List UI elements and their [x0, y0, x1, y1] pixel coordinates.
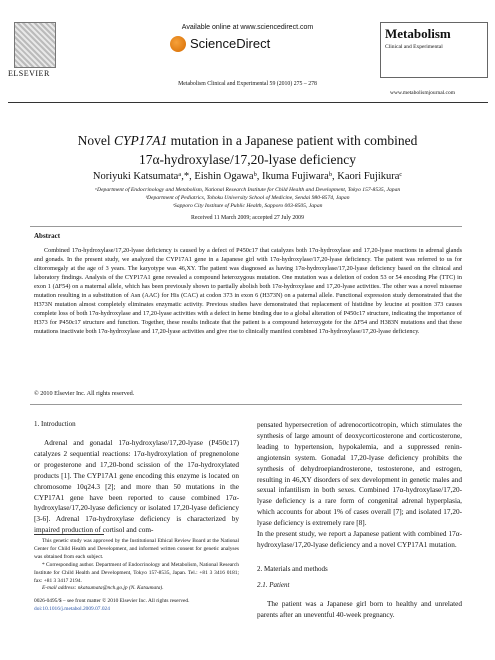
sciencedirect-brand: ScienceDirect: [190, 36, 271, 51]
issn-block: [34, 598, 244, 614]
journal-subtitle: Clinical and Experimental: [385, 44, 443, 50]
footnote-ethics: This genetic study was approved by the Institutional Ethical Review Board at the National Center for Child Health and Development, and informed written consent for genetic analyses was obtained from each subject.: [34, 538, 239, 560]
publisher-name: ELSEVIER: [8, 69, 50, 78]
author-list: Noriyuki Katsumataᵃ,*, Eishin Ogawaᵇ, Ikuma Fujiwaraᵇ, Kaori Fujikuraᶜ: [92, 171, 403, 182]
available-online-text: Available online at www.sciencedirect.com: [181, 24, 314, 31]
introduction-continued: pensated hypersecretion of adrenocorticotropin, which stimulates the synthesis of large amount of deoxycorticosterone and corticosterone, leading to hypertension, hypokalemia, and a suppressed renin-angiotensin system. Gonadal 17,20-lyase deficiency prohibits the synthesis of dehydroepiandrosterone, testosterone, and estrogen, resulting in 46,XY disorders of sex development in genetic males and sexual infantilism in both sexes. Combined 17α-hydroxylase/17,20-lyase deficiency is a rare form of congenital adrenal hyperplasia, which accounts for about 1% of cases overall [7]; and isolated 17,20-lyase deficiency is extremely rare [8]. In the present study, we report a Japanese patient with combined 17α-hydroxylase/17,20-lyase deficiency and a novel CYP17A1 mutation.: [257, 421, 462, 549]
sciencedirect-logo-icon: [170, 36, 186, 52]
patient-subheading: 2.1. Patient: [257, 581, 290, 589]
title-text-post: mutation in a Japanese patient with combined: [167, 133, 418, 148]
affiliation-c: ᶜSapporo City Institute of Public Health, Sapporo 003-8505, Japan: [172, 203, 323, 209]
affiliation-b: ᵇDepartment of Pediatrics, Tohoku University School of Medicine, Sendai 980-8574, Japan: [145, 195, 350, 201]
affiliation-a: ᵃDepartment of Endocrinology and Metabolism, National Research Institute for Child Health and Development, Tokyo 157-8535, Japan: [94, 187, 401, 193]
title-gene-name: CYP17A1: [114, 133, 168, 148]
introduction-paragraph: Adrenal and gonadal 17α-hydroxylase/17,20-lyase (P450c17) catalyzes 2 sequential reactions: 17α-hydroxylation of pregnenolone or progesterone and 17,20-bond scission of the 17α-hydroxylated products [1]. The CYP17A1 gene encoding this enzyme is located on chromosome 10q24.3 [2]; and more than 50 mutations in the CYP17A1 gene have been reported to cause combined 17α-hydroxylase/17,20-lyase deficiency or isolated 17,20-lyase deficiency [3-6]. Adrenal 17α-hydroxylase deficiency is characterized by impaired production of cortisol and com-: [34, 439, 239, 535]
paper-title: [0, 131, 495, 169]
abstract-top-rule: [30, 226, 462, 227]
header-divider: [8, 102, 488, 103]
abstract-heading: Abstract: [34, 232, 61, 240]
footnote-divider: [34, 534, 104, 535]
abstract-body: Combined 17α-hydroxylase/17,20-lyase deficiency is caused by a defect of P450c17 that catalyzes both 17α-hydroxylase and 17,20-lyase reactions in adrenal glands and gonads. In the present study, we analyzed the CYP17A1 gene in a Japanese girl with 17α-hydroxylase/17,20-lyase deficiency. The patient was referred to us for clitoromegaly at the age of 3 years. The karyotype was 46,XY. The patient was diagnosed as having 17α-hydroxylase/17,20-lyase deficiency based on the clinical and laboratory findings. Analysis of the CYP17A1 gene revealed a compound heterozygous mutation. One mutation was a deletion of codon 53 or 54 encoding Phe (TTC) in exon 1 (ΔF54) on a maternal allele, which has been previously shown to partially abolish both 17α-hydroxylase and 17,20-lyase activities. The other was a novel missense mutation resulting in a substitution of Asn (AAC) for His (CAC) at codon 373 in exon 6 (H373N) on a paternal allele. Functional expression study demonstrated that the H373N mutation almost completely eliminates enzymatic activity. Previous studies have demonstrated that replacement of histidine by leucine at position 373 causes complete loss of both 17α-hydroxylase and 17,20-lyase activities with a defect in heme binding due to a global alteration of P450c17 structure, indicating the importance of H373 for P450c17 structure and function. Together, these results indicate that the patient is a compound heterozygote for the ΔF54 and H383N mutations and that these mutations inactivate both 17α-hydroxylase and 17,20-lyase activities and give rise to clinically manifest combined 17α-hydroxylase/17,20-lyase deficiency.: [34, 247, 462, 336]
abstract-bottom-rule: [30, 404, 462, 405]
journal-citation: Metabolism Clinical and Experimental 59 (2010) 275 – 278: [178, 81, 317, 87]
issn-line: 0026-0495/$ – see front matter © 2010 Elsevier Inc. All rights reserved.: [34, 598, 190, 604]
footnote-corresponding: * Corresponding author. Department of Endocrinology and Metabolism, National Research Institute for Child Health and Development, Tokyo 157-8535, Japan. Tel.: +81 3 3416 0181; fax: +81 3 3417 2194.: [34, 561, 239, 584]
footnote-email: E-mail address: nkatsumata@nch.go.jp (N. Katsumata).: [42, 585, 164, 592]
title-text-pre: Novel: [77, 133, 115, 148]
title-line-2: 17α-hydroxylase/17,20-lyase deficiency: [138, 152, 356, 167]
received-dates: Received 11 March 2009; accepted 27 July 2009: [191, 215, 304, 221]
introduction-heading: 1. Introduction: [34, 420, 76, 428]
journal-url-link[interactable]: www.metabolismjournal.com: [390, 90, 456, 96]
journal-title: Metabolism: [385, 26, 451, 41]
abstract-copyright: © 2010 Elsevier Inc. All rights reserved.: [34, 390, 135, 397]
patient-paragraph: The patient was a Japanese girl born to healthy and unrelated parents after an uneventful 40-week pregnancy.: [257, 600, 462, 619]
methods-heading: 2. Materials and methods: [257, 565, 328, 573]
doi-link[interactable]: doi:10.1016/j.metabol.2009.07.024: [34, 605, 110, 612]
footnotes: [34, 538, 239, 593]
